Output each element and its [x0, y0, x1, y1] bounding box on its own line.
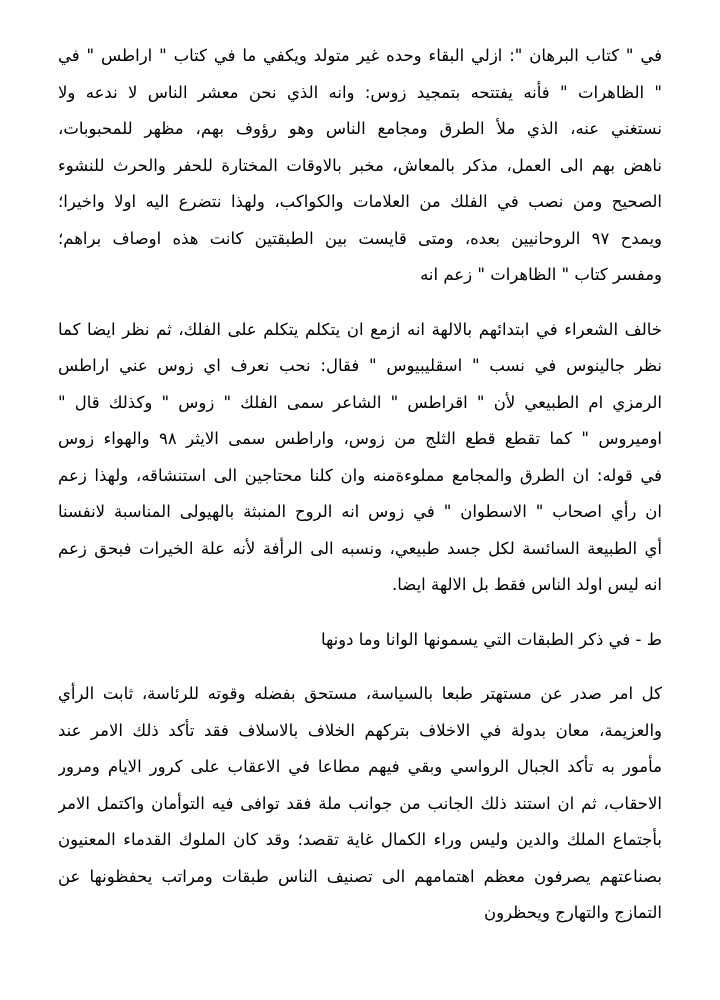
text-line: " الظاهرات " فأنه يفتتحه بتمجيد زوس: وانه الذي نحن معشر الناس لا ندعه ولا [58, 82, 662, 102]
text-line: ويمدح ٩٧ الروحانيين بعده، ومتى قايست بين الطبقتين كانت هذه اوصاف براهم؛ [58, 228, 662, 248]
section-heading-text: ط - في ذكر الطبقات التي يسمونها الوانا وما دونها [320, 629, 662, 649]
paragraph-gap [58, 294, 662, 312]
text-line: التمازج والتهارج ويحظرون [483, 903, 662, 922]
text-line: في " كتاب البرهان ": ازلي البقاء وحده غير متولد ويكفي ما في كتاب " اراطس " في [58, 46, 662, 65]
text-line: بصناعتهم يصرفون معظم اهتمامهم الى تصنيف الناس طبقات ومراتب يحفظونها عن [58, 866, 662, 886]
text-line: نظر جالينوس في نسب " اسقليبيوس " فقال: نحب نعرف اي زوس عني اراطس [58, 356, 662, 375]
text-line: أي الطبيعة السائسة لكل جسد طبيعي، ونسبه الى الرأفة لأنه علة الخيرات فبحق زعم [58, 538, 662, 558]
text-line: الرمزي ام الطبيعي لأن " اقراطس " الشاعر سمى الفلك " زوس " وكذلك قال " [58, 392, 662, 412]
text-line: اوميروس " كما تقطع قطع الثلج من زوس، واراطس سمى الايثر ٩٨ والهواء زوس [58, 429, 662, 448]
text-line: نستغني عنه، الذي ملأ الطرق ومجامع الناس وهو رؤوف بهم، مظهر للمحبوبات، [58, 119, 662, 138]
paragraph-1 [58, 38, 662, 294]
text-line: الصحيح ومن نصب في الفلك من العلامات والكواكب، ولهذا نتضرع اليه اولا واخيرا؛ [58, 192, 662, 211]
text-line: ومفسر كتاب " الظاهرات " زعم انه [420, 265, 662, 284]
text-line: ان رأي اصحاب " الاسطوان " في زوس انه الروح المنبثة بالهيولى المناسبة لانفسنا [58, 502, 662, 521]
text-line: والعزيمة، معان بدولة في الاخلاف بتركهم الخلاف بالاسلاف فقد تأكد ذلك الامر عند [58, 720, 662, 740]
text-line: بأجتماع الملك والدين وليس وراء الكمال غاية تقصد؛ وقد كان الملوك القدماء المعنيون [58, 830, 662, 849]
text-line: انه ليس اولد الناس فقط بل الالهة ايضا. [392, 575, 662, 594]
text-line: كل امر صدر عن مستهتر طبعا بالسياسة، مستحق بفضله وقوته للرئاسة، ثابت الرأي [58, 684, 662, 703]
text-line: في قوله: ان الطرق والمجامع مملوءةمنه وان كلنا محتاجين الى استنشاقه، ولهذا زعم [58, 465, 662, 485]
section-heading [58, 622, 662, 659]
paragraph-gap [58, 658, 662, 676]
text-line: مأمور به تأكد الجبال الرواسي وبقي فيهم مطاعا في الاعقاب على كرور الايام ومرور [58, 757, 662, 776]
paragraph-gap [58, 604, 662, 622]
text-line: خالف الشعراء في ابتدائهم بالالهة انه ازمع ان يتكلم يتكلم على الفلك، ثم نظر ايضا كما [58, 319, 662, 339]
document-page [58, 38, 662, 932]
text-line: الاحقاب، ثم ان استند ذلك الجانب من جوانب ملة فقد توافى فيه التوأمان واكتمل الامر [58, 793, 662, 813]
paragraph-3 [58, 676, 662, 932]
text-line: ناهض بهم الى العمل، مذكر بالمعاش، مخبر بالاوقات المختارة للحفر والحرث للنشوء [58, 155, 662, 175]
paragraph-2 [58, 312, 662, 604]
